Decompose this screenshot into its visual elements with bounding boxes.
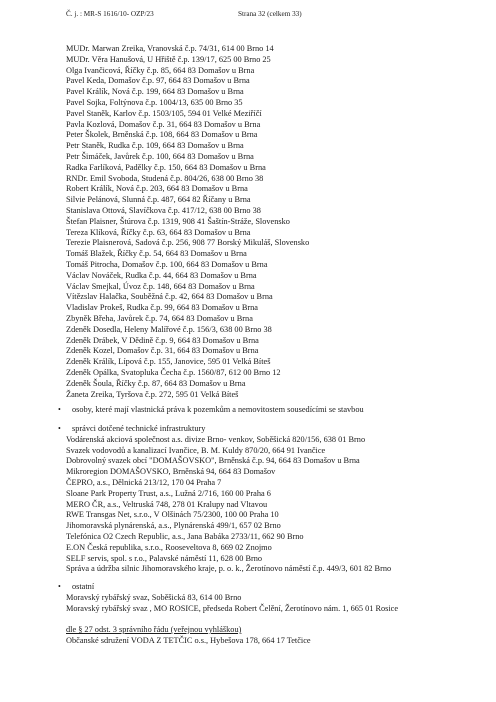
other-entry: Moravský rybářský svaz, Soběšická 83, 614 00 Brno <box>66 592 242 602</box>
person-entry: Zbyněk Břeha, Javůrek č.p. 74, 664 83 Domašov u Brna <box>66 313 253 323</box>
bullet-icon: • <box>58 405 61 414</box>
infrastructure-entry: E.ON Česká republika, s.r.o., Rooseveltova 8, 669 02 Znojmo <box>66 542 272 552</box>
person-entry: Vladislav Prokeš, Rudka č.p. 99, 664 83 Domašov u Brna <box>66 303 258 313</box>
infrastructure-entry: Sloane Park Property Trust, a.s., Lužná 2/716, 160 00 Praha 6 <box>66 488 271 498</box>
owners-text: osoby, které mají vlastnická práva k pozemkům a nemovitostem sousedícími se stavbou <box>72 405 364 414</box>
public-notice-heading: dle § 27 odst. 3 správního řádu (veřejnou vyhláškou) <box>66 625 242 634</box>
person-entry: Pavel Keda, Domašov č.p. 97, 664 83 Domašov u Brna <box>66 76 250 86</box>
infrastructure-heading: správci dotčené technické infrastruktury <box>72 424 206 433</box>
other-entry: Moravský rybářský svaz , MO ROSICE, předseda Robert Čelění, Žerotínovo nám. 1, 665 01 Rosice <box>66 603 399 613</box>
public-notice-section <box>58 625 478 647</box>
person-entry: Pavel Staněk, Karlov č.p. 1503/105, 594 01 Velké Meziříčí <box>66 108 262 118</box>
person-entry: Pavel Králík, Nová č.p. 199, 664 83 Domašov u Brna <box>66 87 244 97</box>
person-entry: Zdeněk Kozel, Domašov č.p. 31, 664 83 Domašov u Brna <box>66 346 259 356</box>
person-entry: Tomáš Blažek, Říčky č.p. 54, 664 83 Domašov u Brna <box>66 249 247 259</box>
person-entry: Stanislava Ottová, Slavíčkova č.p. 417/12, 638 00 Brno 38 <box>66 205 261 215</box>
person-entry: Petr Šimáček, Javůrek č.p. 100, 664 83 Domašov u Brna <box>66 151 254 161</box>
infrastructure-list <box>58 435 478 575</box>
infrastructure-entry: ČEPRO, a.s., Dělnická 213/12, 170 04 Praha 7 <box>66 477 222 487</box>
other-section <box>58 582 478 614</box>
person-entry: Pavel Sojka, Foltýnova č.p. 1004/13, 635 00 Brno 35 <box>66 97 243 107</box>
person-entry: Zdeněk Drábek, V Dědině č.p. 9, 664 83 Domašov u Brna <box>66 335 259 345</box>
person-entry: Zdeněk Dosedla, Heleny Malířové č.p. 156/3, 638 00 Brno 38 <box>66 324 272 334</box>
person-entry: Peter Školek, Brněnská č.p. 108, 664 83 Domašov u Brna <box>66 130 258 140</box>
infrastructure-entry: Dobrovolný svazek obcí "DOMAŠOVSKO", Brněnská č.p. 94, 664 83 Domašov u Brna <box>66 456 360 466</box>
bullet-icon: • <box>58 424 61 433</box>
page-number: Strana 32 (celkem 33) <box>238 10 302 18</box>
person-entry: Silvie Pelánová, Slunná č.p. 487, 664 82 Říčany u Brna <box>66 195 251 205</box>
bullet-icon: • <box>58 582 61 591</box>
other-list <box>58 593 478 615</box>
person-entry: Vítězslav Halačka, Souběžná č.p. 42, 664 83 Domašov u Brna <box>66 292 273 302</box>
infrastructure-entry: Svazek vodovodů a kanalizací Ivančice, B. M. Kuldy 870/20, 664 91 Ivančice <box>66 445 326 455</box>
public-notice-entry: Občanské sdružení VODA Z TETČIC o.s., Hybešova 178, 664 17 Tetčice <box>66 635 311 645</box>
infrastructure-entry: MERO ČR, a.s., Veltruská 748, 278 01 Kralupy nad Vltavou <box>66 499 268 509</box>
person-entry: RNDr. Emil Svoboda, Studená č.p. 804/26, 638 00 Brno 38 <box>66 173 264 183</box>
persons-list <box>66 44 476 400</box>
person-entry: Zdeněk Opálka, Svatopluka Čecha č.p. 1560/87, 612 00 Brno 12 <box>66 367 281 377</box>
infrastructure-entry: Telefónica O2 Czech Republic, a.s., Jana Babáka 2733/11, 662 90 Brno <box>66 531 304 541</box>
person-entry: Václav Smejkal, Úvoz č.p. 148, 664 83 Domašov u Brna <box>66 281 255 291</box>
person-entry: Robert Králík, Nová č.p. 203, 664 83 Domašov u Brna <box>66 184 248 194</box>
person-entry: Radka Farlíková, Padělky č.p. 150, 664 83 Domašov u Brna <box>66 162 266 172</box>
infrastructure-section <box>58 424 478 575</box>
infrastructure-entry: SELF servis, spol. s r.o., Palavské náměstí 11, 628 00 Brno <box>66 553 263 563</box>
person-entry: MUDr. Věra Hanušová, U Hřiště č.p. 139/17, 625 00 Brno 25 <box>66 54 271 64</box>
person-entry: Terezie Plaisnerová, Sadová č.p. 256, 908 77 Borský Mikuláš, Slovensko <box>66 238 310 248</box>
reference-number: Č. j. : MR-S 1616/10- OZP/23 <box>66 10 154 18</box>
person-entry: Václav Nováček, Rudka č.p. 44, 664 83 Domašov u Brna <box>66 270 257 280</box>
person-entry: Petr Staněk, Rudka č.p. 109, 664 83 Domašov u Brna <box>66 141 244 151</box>
person-entry: Zdeněk Šoula, Říčky č.p. 87, 664 83 Domašov u Brna <box>66 378 246 388</box>
infrastructure-entry: Jihomoravská plynárenská, a.s., Plynárenská 499/1, 657 02 Brno <box>66 521 281 531</box>
owners-section <box>58 405 478 416</box>
infrastructure-entry: Správa a údržba silnic Jihomoravského kraje, p. o. k., Žerotínovo náměstí č.p. 449/3, 601 82 Brno <box>66 564 392 574</box>
other-heading: ostatní <box>72 582 95 591</box>
person-entry: MUDr. Marwan Zreika, Vranovská č.p. 74/31, 614 00 Brno 14 <box>66 44 274 53</box>
public-notice-list <box>58 636 478 647</box>
infrastructure-entry: Mikroregion DOMAŠOVSKO, Brněnská 94, 664 83 Domašov <box>66 467 276 477</box>
page-header <box>66 10 476 22</box>
person-entry: Štefan Plaisner, Štúrova č.p. 1319, 908 41 Šaštín-Stráže, Slovensko <box>66 216 290 226</box>
person-entry: Žaneta Zreika, Tyršova č.p. 272, 595 01 Velká Bíteš <box>66 389 239 399</box>
person-entry: Olga Ivančicová, Říčky č.p. 85, 664 83 Domašov u Brna <box>66 65 255 75</box>
person-entry: Tereza Klíková, Říčky č.p. 63, 664 83 Domašov u Brna <box>66 227 251 237</box>
person-entry: Zdeněk Králík, Lípová č.p. 155, Janovice, 595 01 Velká Bíteš <box>66 357 271 367</box>
infrastructure-entry: RWE Transgas Net, s.r.o., V Olšinách 75/2300, 100 00 Praha 10 <box>66 510 279 520</box>
person-entry: Tomáš Pitrocha, Domašov č.p. 100, 664 83 Domašov u Brna <box>66 259 268 269</box>
infrastructure-entry: Vodárenská akciová společnost a.s. divize Brno- venkov, Soběšická 820/156, 638 01 Brno <box>66 434 366 444</box>
person-entry: Pavla Kozlová, Domašov č.p. 31, 664 83 Domašov u Brna <box>66 119 261 129</box>
